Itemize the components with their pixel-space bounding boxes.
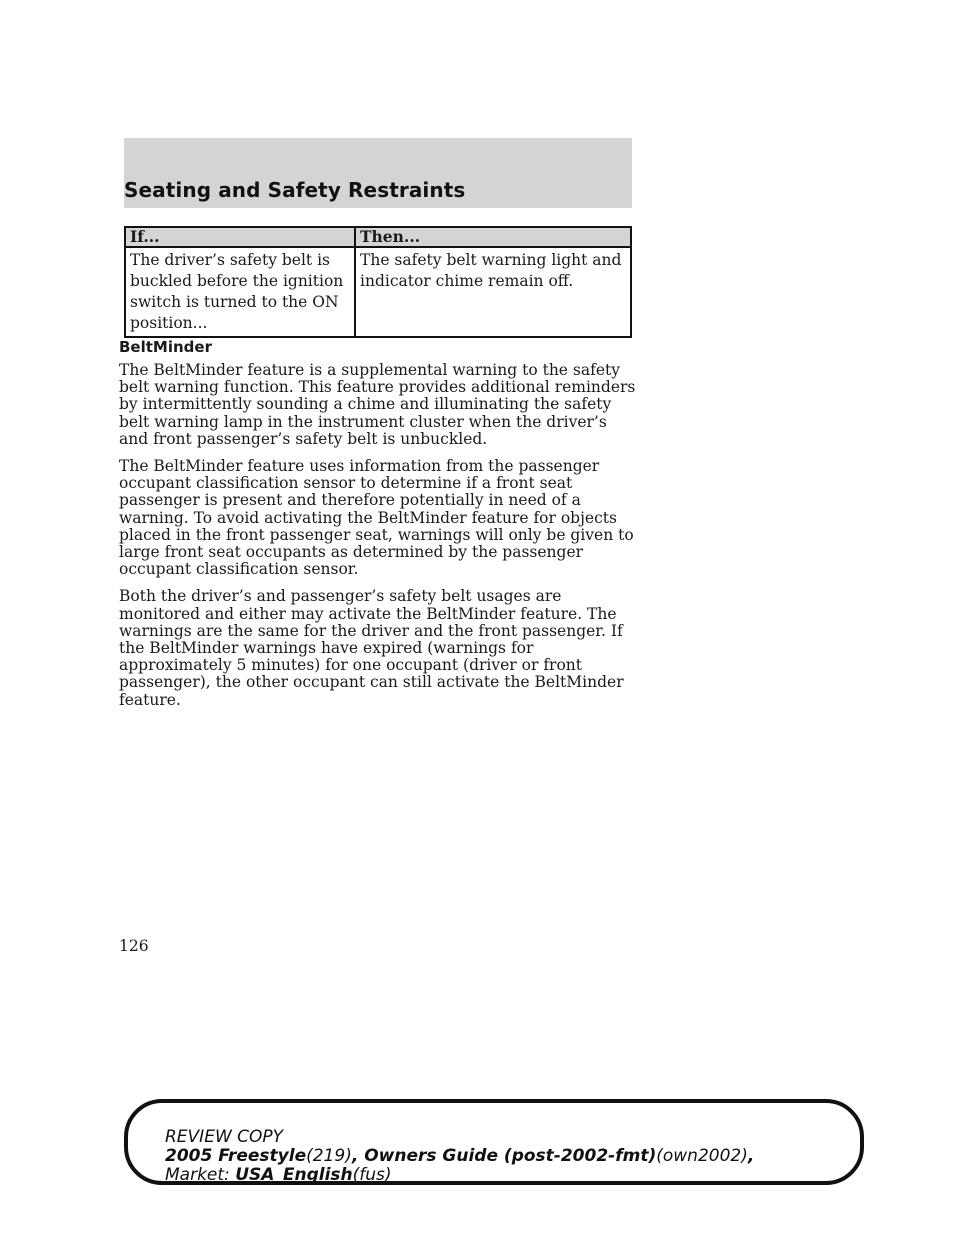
table-header-if: If... <box>125 227 355 247</box>
table-cell-then: The safety belt warning light and indicator chime remain off. <box>355 247 631 337</box>
review-model-line <box>165 1146 754 1166</box>
paragraph: The BeltMinder feature uses information from the passenger occupant classification sensor to determine if a front seat passenger is present and therefore potentially in need of a warning. To avoid activating the BeltMinder feature for objects placed in the front passenger seat, warnings will only be given to large front seat occupants as determined by the passenger occupant classification sensor. <box>119 457 634 579</box>
model-code: (219) <box>306 1146 352 1166</box>
table-row <box>125 247 631 337</box>
market-label: Market: <box>165 1165 230 1185</box>
model-name: 2005 Freestyle <box>165 1146 307 1166</box>
paragraph: The BeltMinder feature is a supplemental warning to the safety belt warning function. This feature provides additional reminders by intermittently sounding a chime and illuminating the safety belt warning lamp in the instrument cluster when the driver’s and front passenger’s safety belt is unbuckled. <box>119 361 636 448</box>
review-market-line <box>165 1165 392 1185</box>
paragraph: Both the driver’s and passenger’s safety belt usages are monitored and either may activate the BeltMinder feature. The warnings are the same for the driver and the front passenger. If the BeltMinder warnings have expired (warnings for approximately 5 minutes) for one occupant (driver or front passenger), the other occupant can still activate the BeltMinder feature. <box>119 587 624 709</box>
page-number: 126 <box>119 937 149 955</box>
section-title: Seating and Safety Restraints <box>124 178 466 202</box>
table-header-then: Then... <box>355 227 631 247</box>
table-header-row <box>125 227 631 247</box>
guide-code: (own2002) <box>656 1146 748 1166</box>
beltminder-heading: BeltMinder <box>119 338 212 356</box>
market-value: USA_English <box>235 1165 353 1185</box>
separator: , <box>351 1146 365 1166</box>
table-cell-if: The driver’s safety belt is buckled before the ignition switch is turned to the ON position... <box>125 247 355 337</box>
review-copy-label: REVIEW COPY <box>165 1127 284 1147</box>
market-code: (fus) <box>352 1165 392 1185</box>
beltminder-body <box>119 362 639 719</box>
guide-name: Owners Guide (post-2002-fmt) <box>364 1146 657 1166</box>
if-then-table <box>124 226 632 338</box>
separator: , <box>747 1146 755 1166</box>
